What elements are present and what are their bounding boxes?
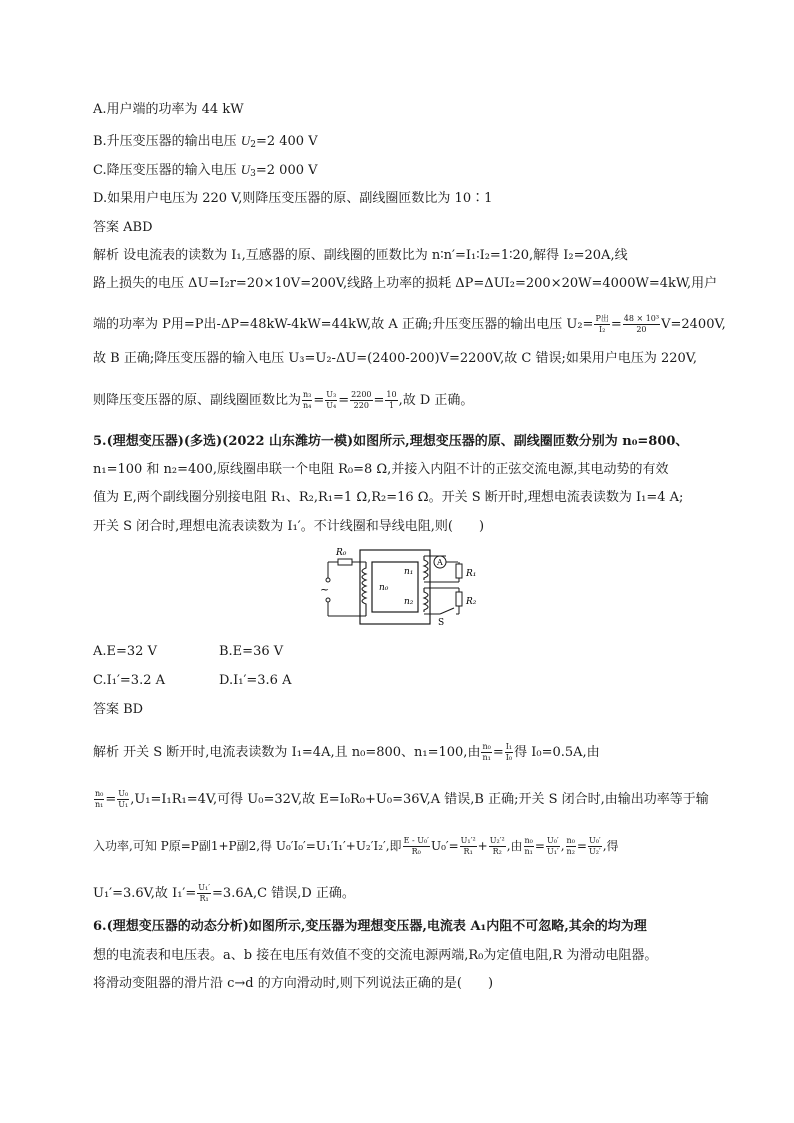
n2-label: n₂ <box>404 597 414 607</box>
q5-explanation-line-4: U₁′=3.6V,故 I₁′= $\frac{\text{U₁′}}{\text{R₁}}$ =3.6A,C 错误,D 正确。 <box>93 883 355 903</box>
q4-option-b: B.升压变压器的输出电压 $U_2=2$ 400 V <box>93 133 318 150</box>
q6-stem-line-3: 将滑动变阻器的滑片沿 c→d 的方向滑动时,则下列说法正确的是( ) <box>93 976 494 991</box>
q5-explanation-line-3: 入功率,可知 P原=P副1+P副2,得 U₀′I₀′=U₁′I₁′+U₂′I₂′,即 $\frac{\text{E - U₀′}}{\text{R₀}}$ U₀′= $\frac{\text{U₁′²}}{\text{R₁}}$ + $\frac{\text{U₂′²}}{\text{R₂}}$ ,由 $\frac{\text{n₀}}{\text{n₁}}$ = $\frac{\text{U₀′}}{\text{U₁′}}$ , $\frac{\text{n₀}}{\text{n₂}}$ = $\frac{\text{U₀′}}{\text{U₂′}}$ ,得 <box>93 836 619 856</box>
r2-resistor <box>456 592 462 606</box>
q5-answer: 答案 BD <box>93 702 144 717</box>
q5-stem-line-2: n₁=100 和 n₂=400,原线圈串联一个电阻 R₀=8 Ω,并接入内阻不计的正弦交流电源,其电动势的有效 <box>93 462 669 477</box>
r0-resistor <box>338 559 352 565</box>
q5-option-b: B.E=36 V <box>219 644 284 659</box>
q4-explanation-line-1: 解析 设电流表的读数为 I₁,互感器的原、副线圈的匝数比为 n∶n′=I₁∶I₂=1∶20,解得 I₂=20A,线 <box>93 248 628 263</box>
source-terminal-top <box>326 578 330 582</box>
q5-option-d: D.I₁′=3.6 A <box>219 673 292 688</box>
r1-label: R₁ <box>466 569 477 579</box>
q5-option-a: A.E=32 V <box>93 644 157 659</box>
q5-explanation-line-2: $\frac{\text{n₀}}{\text{n₁}}$ = $\frac{\text{U₀}}{\text{U₁}}$ ,U₁=I₁R₁=4V,可得 U₀=32V,故 E=I₀R₀+U₀=36V,A 错误,B 正确;开关 S 闭合时,由输出功率等于输 <box>95 789 709 809</box>
q5-explanation-line-1: 解析 开关 S 断开时,电流表读数为 I₁=4A,且 n₀=800、n₁=100,由 $\frac{\text{n₀}}{\text{n₁}}$ = $\frac{\text{I₁}}{\text{I₀}}$ 得 I₀=0.5A,由 <box>93 742 600 762</box>
q5-option-c: C.I₁′=3.2 A <box>93 673 166 688</box>
q4-explanation-line-3: 端的功率为 P用=P出-ΔP=48kW-4kW=44kW,故 A 正确;升压变压器的输出电压 U₂= $\frac{\text{P出}}{\text{I₂}}$ = $\frac{\text{48 × 10³}}{20}$ V=2400V, <box>93 314 726 334</box>
q4-explanation-line-5: 则降压变压器的原、副线圈匝数比为 $\frac{\text{n₃}}{\text{n₄}}$ = $\frac{\text{U₃}}{\text{U₄}}$ = $\frac{2200}{220}$ = $\frac{10}{1}$ ,故 D 正确。 <box>93 390 474 410</box>
r2-label: R₂ <box>466 597 477 607</box>
q5-stem-line-1: 5.(理想变压器)(多选)(2022 山东潍坊一模)如图所示,理想变压器的原、副线圈匝数分别为 n₀=800、 <box>93 434 689 449</box>
transformer-circuit-diagram <box>318 544 488 626</box>
primary-coil <box>362 562 366 616</box>
secondary-coil-n1 <box>424 556 428 580</box>
q4-explanation-line-2: 路上损失的电压 ΔU=I₂r=20×10V=200V,线路上功率的损耗 ΔP=ΔUI₂=200×20W=4000W=4kW,用户 <box>93 276 718 291</box>
q6-stem-line-2: 想的电流表和电压表。a、b 接在电压有效值不变的交流电源两端,R₀为定值电阻,R 为滑动电阻器。 <box>93 948 658 963</box>
ammeter-label: A <box>437 558 443 567</box>
q4-option-a: A.用户端的功率为 44 kW <box>93 102 244 117</box>
secondary-coil-n2 <box>424 588 428 612</box>
n0-label: n₀ <box>379 583 389 593</box>
transformer-core <box>360 550 430 624</box>
source-terminal-bottom <box>326 598 330 602</box>
q4-answer: 答案 ABD <box>93 220 153 235</box>
q5-stem-line-4: 开关 S 闭合时,理想电流表读数为 I₁′。不计线圈和导线电阻,则( ) <box>93 519 485 534</box>
q4-explanation-line-4: 故 B 正确;降压变压器的输入电压 U₃=U₂-ΔU=(2400-200)V=2200V,故 C 错误;如果用户电压为 220V, <box>93 351 698 366</box>
q4-option-c: C.降压变压器的输入电压 $U_3=2$ 000 V <box>93 162 318 179</box>
q6-stem-line-1: 6.(理想变压器的动态分析)如图所示,变压器为理想变压器,电流表 A₁内阻不可忽略,其余的均为理 <box>93 919 647 934</box>
r0-label: R₀ <box>336 548 347 558</box>
switch-s <box>440 608 454 614</box>
q4-option-d: D.如果用户电压为 220 V,则降压变压器的原、副线圈匝数比为 10∶1 <box>93 191 493 206</box>
source-symbol: ~ <box>320 583 330 596</box>
switch-label: S <box>438 618 445 626</box>
q5-stem-line-3: 值为 E,两个副线圈分别接电阻 R₁、R₂,R₁=1 Ω,R₂=16 Ω。开关 S 断开时,理想电流表读数为 I₁=4 A; <box>93 490 684 505</box>
n1-label: n₁ <box>404 567 414 577</box>
r1-resistor <box>456 564 462 578</box>
